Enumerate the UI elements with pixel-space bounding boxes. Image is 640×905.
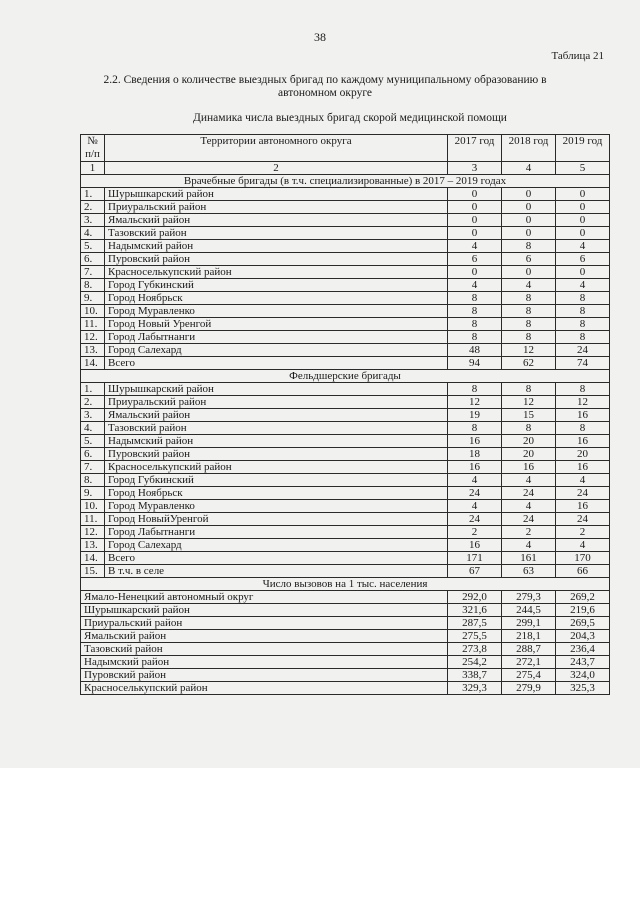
table-row — [81, 396, 610, 409]
value-2019-cell: 204,3 — [556, 630, 610, 643]
table-row — [81, 214, 610, 227]
territory-cell: Город Лабытнанги — [105, 526, 448, 539]
value-2019-cell: 0 — [556, 266, 610, 279]
row-number-cell: 14. — [81, 357, 105, 370]
value-2018-cell: 8 — [502, 422, 556, 435]
row-number-cell: 8. — [81, 279, 105, 292]
table-row — [81, 487, 610, 500]
value-2019-cell: 16 — [556, 461, 610, 474]
value-2019-cell: 66 — [556, 565, 610, 578]
value-2017-cell: 6 — [448, 253, 502, 266]
value-2017-cell: 67 — [448, 565, 502, 578]
territory-cell: Шурышкарский район — [105, 188, 448, 201]
territory-cell: Пуровский район — [105, 448, 448, 461]
value-2018-cell: 272,1 — [502, 656, 556, 669]
value-2018-cell: 12 — [502, 344, 556, 357]
value-2018-cell: 4 — [502, 539, 556, 552]
value-2019-cell: 8 — [556, 318, 610, 331]
section-heading: 2.2. Сведения о количестве выездных бригад по каждому муниципальному образованию в автономном округе — [103, 74, 547, 99]
territory-cell: Город Салехард — [105, 344, 448, 357]
row-number-cell: 6. — [81, 448, 105, 461]
value-2017-cell: 0 — [448, 266, 502, 279]
table-header-row — [81, 135, 610, 162]
table-row — [81, 240, 610, 253]
territory-cell: Город Губкинский — [105, 474, 448, 487]
value-2017-cell: 275,5 — [448, 630, 502, 643]
column-index-row — [81, 162, 610, 175]
index-cell: 2 — [105, 162, 448, 175]
value-2017-cell: 273,8 — [448, 643, 502, 656]
table-caption: Динамика числа выездных бригад скорой медицинской помощи — [193, 112, 507, 124]
row-number-cell: 5. — [81, 435, 105, 448]
table-row — [81, 682, 610, 695]
territory-cell: Всего — [105, 552, 448, 565]
value-2017-cell: 16 — [448, 539, 502, 552]
value-2019-cell: 16 — [556, 435, 610, 448]
row-number-cell: 13. — [81, 539, 105, 552]
page-number: 38 — [314, 30, 326, 44]
value-2019-cell: 4 — [556, 240, 610, 253]
table-row — [81, 383, 610, 396]
value-2017-cell: 4 — [448, 474, 502, 487]
table-row — [81, 591, 610, 604]
index-cell: 4 — [502, 162, 556, 175]
value-2018-cell: 24 — [502, 513, 556, 526]
territory-cell: Город Салехард — [105, 539, 448, 552]
value-2018-cell: 12 — [502, 396, 556, 409]
value-2019-cell: 0 — [556, 188, 610, 201]
value-2018-cell: 0 — [502, 201, 556, 214]
table-row — [81, 422, 610, 435]
value-2019-cell: 324,0 — [556, 669, 610, 682]
value-2018-cell: 8 — [502, 292, 556, 305]
value-2017-cell: 8 — [448, 331, 502, 344]
header-number: № п/п — [81, 135, 105, 162]
value-2018-cell: 0 — [502, 188, 556, 201]
territory-cell: Красноселькупский район — [81, 682, 448, 695]
value-2019-cell: 8 — [556, 305, 610, 318]
territory-cell: Город Муравленко — [105, 500, 448, 513]
territory-cell: Пуровский район — [81, 669, 448, 682]
table-row — [81, 565, 610, 578]
header-2018: 2018 год — [502, 135, 556, 162]
row-number-cell: 12. — [81, 526, 105, 539]
value-2019-cell: 8 — [556, 331, 610, 344]
value-2019-cell: 74 — [556, 357, 610, 370]
table-row — [81, 656, 610, 669]
territory-cell: Ямальский район — [81, 630, 448, 643]
row-number-cell: 6. — [81, 253, 105, 266]
territory-cell: Шурышкарский район — [81, 604, 448, 617]
table-row — [81, 305, 610, 318]
table-row — [81, 643, 610, 656]
territory-cell: Тазовский район — [81, 643, 448, 656]
value-2019-cell: 0 — [556, 214, 610, 227]
value-2018-cell: 16 — [502, 461, 556, 474]
value-2019-cell: 24 — [556, 487, 610, 500]
row-number-cell: 5. — [81, 240, 105, 253]
value-2018-cell: 15 — [502, 409, 556, 422]
value-2018-cell: 20 — [502, 435, 556, 448]
territory-cell: Город Муравленко — [105, 305, 448, 318]
territory-cell: Ямальский район — [105, 214, 448, 227]
value-2017-cell: 8 — [448, 422, 502, 435]
section-title: Врачебные бригады (в т.ч. специализированные) в 2017 – 2019 годах — [81, 175, 610, 188]
table-row — [81, 435, 610, 448]
value-2019-cell: 269,2 — [556, 591, 610, 604]
value-2018-cell: 8 — [502, 331, 556, 344]
header-2017: 2017 год — [448, 135, 502, 162]
value-2017-cell: 321,6 — [448, 604, 502, 617]
value-2019-cell: 236,4 — [556, 643, 610, 656]
value-2018-cell: 6 — [502, 253, 556, 266]
row-number-cell: 4. — [81, 227, 105, 240]
value-2017-cell: 8 — [448, 292, 502, 305]
value-2018-cell: 299,1 — [502, 617, 556, 630]
value-2019-cell: 6 — [556, 253, 610, 266]
territory-cell: Приуральский район — [105, 201, 448, 214]
value-2019-cell: 4 — [556, 279, 610, 292]
value-2017-cell: 94 — [448, 357, 502, 370]
row-number-cell: 11. — [81, 318, 105, 331]
table-row — [81, 266, 610, 279]
value-2018-cell: 4 — [502, 279, 556, 292]
table-row — [81, 526, 610, 539]
value-2017-cell: 338,7 — [448, 669, 502, 682]
row-number-cell: 8. — [81, 474, 105, 487]
row-number-cell: 1. — [81, 188, 105, 201]
value-2018-cell: 4 — [502, 500, 556, 513]
value-2018-cell: 0 — [502, 266, 556, 279]
value-2018-cell: 8 — [502, 383, 556, 396]
table-row — [81, 539, 610, 552]
section-title: Фельдшерские бригады — [81, 370, 610, 383]
index-cell: 3 — [448, 162, 502, 175]
row-number-cell: 12. — [81, 331, 105, 344]
row-number-cell: 4. — [81, 422, 105, 435]
value-2017-cell: 16 — [448, 461, 502, 474]
value-2018-cell: 20 — [502, 448, 556, 461]
value-2018-cell: 62 — [502, 357, 556, 370]
row-number-cell: 13. — [81, 344, 105, 357]
value-2018-cell: 2 — [502, 526, 556, 539]
row-number-cell: 9. — [81, 292, 105, 305]
territory-cell: Надымский район — [105, 240, 448, 253]
table-label: Таблица 21 — [551, 50, 604, 62]
territory-cell: Шурышкарский район — [105, 383, 448, 396]
value-2017-cell: 8 — [448, 318, 502, 331]
table-row — [81, 669, 610, 682]
territory-cell: Город Лабытнанги — [105, 331, 448, 344]
table-row — [81, 279, 610, 292]
header-territory: Территории автономного округа — [105, 135, 448, 162]
value-2018-cell: 8 — [502, 240, 556, 253]
value-2017-cell: 12 — [448, 396, 502, 409]
brigades-table — [80, 134, 610, 695]
value-2019-cell: 16 — [556, 500, 610, 513]
value-2019-cell: 269,5 — [556, 617, 610, 630]
value-2017-cell: 0 — [448, 201, 502, 214]
territory-cell: Красноселькупский район — [105, 461, 448, 474]
territory-cell: Ямало-Ненецкий автономный округ — [81, 591, 448, 604]
value-2017-cell: 48 — [448, 344, 502, 357]
territory-cell: Надымский район — [105, 435, 448, 448]
table-row — [81, 292, 610, 305]
value-2018-cell: 8 — [502, 305, 556, 318]
value-2018-cell: 161 — [502, 552, 556, 565]
section-title: Число вызовов на 1 тыс. населения — [81, 578, 610, 591]
table-row — [81, 448, 610, 461]
territory-cell: Тазовский район — [105, 227, 448, 240]
value-2017-cell: 292,0 — [448, 591, 502, 604]
value-2018-cell: 8 — [502, 318, 556, 331]
value-2018-cell: 279,9 — [502, 682, 556, 695]
table-row — [81, 253, 610, 266]
value-2019-cell: 16 — [556, 409, 610, 422]
table-row — [81, 552, 610, 565]
row-number-cell: 10. — [81, 305, 105, 318]
value-2019-cell: 8 — [556, 383, 610, 396]
value-2018-cell: 0 — [502, 227, 556, 240]
value-2019-cell: 8 — [556, 422, 610, 435]
value-2018-cell: 279,3 — [502, 591, 556, 604]
section-title-row — [81, 578, 610, 591]
value-2017-cell: 4 — [448, 240, 502, 253]
row-number-cell: 2. — [81, 396, 105, 409]
territory-cell: Город Ноябрьск — [105, 487, 448, 500]
row-number-cell: 7. — [81, 266, 105, 279]
index-cell: 5 — [556, 162, 610, 175]
row-number-cell: 1. — [81, 383, 105, 396]
value-2017-cell: 4 — [448, 500, 502, 513]
value-2019-cell: 4 — [556, 539, 610, 552]
value-2019-cell: 24 — [556, 344, 610, 357]
value-2017-cell: 19 — [448, 409, 502, 422]
value-2019-cell: 2 — [556, 526, 610, 539]
value-2018-cell: 63 — [502, 565, 556, 578]
value-2018-cell: 244,5 — [502, 604, 556, 617]
value-2017-cell: 8 — [448, 305, 502, 318]
value-2019-cell: 325,3 — [556, 682, 610, 695]
row-number-cell: 14. — [81, 552, 105, 565]
table-row — [81, 474, 610, 487]
header-2019: 2019 год — [556, 135, 610, 162]
section-title-row — [81, 370, 610, 383]
territory-cell: Тазовский район — [105, 422, 448, 435]
index-cell: 1 — [81, 162, 105, 175]
territory-cell: Город НовыйУренгой — [105, 513, 448, 526]
value-2017-cell: 24 — [448, 513, 502, 526]
territory-cell: Город Губкинский — [105, 279, 448, 292]
value-2018-cell: 0 — [502, 214, 556, 227]
row-number-cell: 10. — [81, 500, 105, 513]
territory-cell: Пуровский район — [105, 253, 448, 266]
value-2019-cell: 170 — [556, 552, 610, 565]
value-2017-cell: 254,2 — [448, 656, 502, 669]
table-row — [81, 630, 610, 643]
table-row — [81, 500, 610, 513]
value-2018-cell: 275,4 — [502, 669, 556, 682]
value-2019-cell: 219,6 — [556, 604, 610, 617]
value-2019-cell: 243,7 — [556, 656, 610, 669]
table-body — [81, 175, 610, 695]
table-row — [81, 513, 610, 526]
value-2019-cell: 4 — [556, 474, 610, 487]
territory-cell: Приуральский район — [105, 396, 448, 409]
table-row — [81, 318, 610, 331]
table-row — [81, 409, 610, 422]
value-2017-cell: 287,5 — [448, 617, 502, 630]
territory-cell: Всего — [105, 357, 448, 370]
table-row — [81, 331, 610, 344]
value-2017-cell: 171 — [448, 552, 502, 565]
value-2017-cell: 18 — [448, 448, 502, 461]
value-2019-cell: 24 — [556, 513, 610, 526]
value-2017-cell: 16 — [448, 435, 502, 448]
territory-cell: Надымский район — [81, 656, 448, 669]
table-row — [81, 617, 610, 630]
value-2019-cell: 12 — [556, 396, 610, 409]
value-2018-cell: 288,7 — [502, 643, 556, 656]
value-2017-cell: 0 — [448, 188, 502, 201]
row-number-cell: 3. — [81, 409, 105, 422]
territory-cell: Город Новый Уренгой — [105, 318, 448, 331]
table-row — [81, 188, 610, 201]
value-2019-cell: 20 — [556, 448, 610, 461]
row-number-cell: 9. — [81, 487, 105, 500]
value-2018-cell: 4 — [502, 474, 556, 487]
value-2017-cell: 0 — [448, 214, 502, 227]
row-number-cell: 2. — [81, 201, 105, 214]
value-2017-cell: 2 — [448, 526, 502, 539]
row-number-cell: 7. — [81, 461, 105, 474]
table-row — [81, 461, 610, 474]
value-2019-cell: 8 — [556, 292, 610, 305]
value-2017-cell: 8 — [448, 383, 502, 396]
table-row — [81, 604, 610, 617]
row-number-cell: 3. — [81, 214, 105, 227]
territory-cell: Красноселькупский район — [105, 266, 448, 279]
territory-cell: Приуральский район — [81, 617, 448, 630]
row-number-cell: 15. — [81, 565, 105, 578]
value-2017-cell: 24 — [448, 487, 502, 500]
value-2017-cell: 329,3 — [448, 682, 502, 695]
table-row — [81, 357, 610, 370]
value-2019-cell: 0 — [556, 227, 610, 240]
section-title-row — [81, 175, 610, 188]
value-2017-cell: 4 — [448, 279, 502, 292]
territory-cell: В т.ч. в селе — [105, 565, 448, 578]
value-2017-cell: 0 — [448, 227, 502, 240]
value-2019-cell: 0 — [556, 201, 610, 214]
table-row — [81, 227, 610, 240]
value-2018-cell: 24 — [502, 487, 556, 500]
table-row — [81, 201, 610, 214]
table-row — [81, 344, 610, 357]
row-number-cell: 11. — [81, 513, 105, 526]
territory-cell: Город Ноябрьск — [105, 292, 448, 305]
value-2018-cell: 218,1 — [502, 630, 556, 643]
territory-cell: Ямальский район — [105, 409, 448, 422]
